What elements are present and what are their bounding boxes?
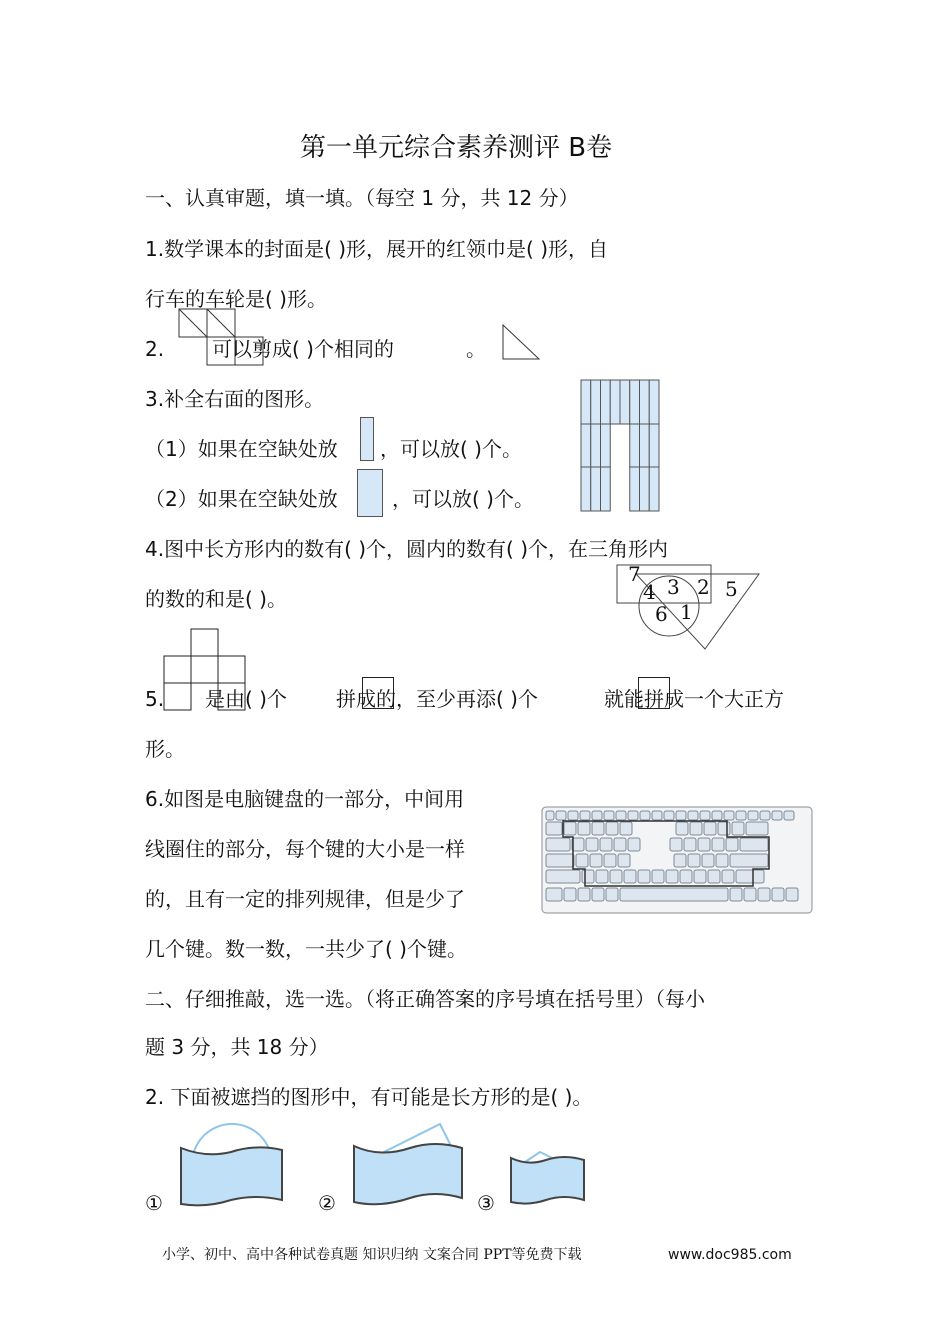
keyboard-key xyxy=(712,811,722,820)
footer-url[interactable]: www.doc985.com xyxy=(668,1247,792,1263)
q5-text-b: 拼成的，至少再添( )个 xyxy=(336,687,538,711)
keyboard-key xyxy=(640,811,650,820)
keyboard-key xyxy=(732,822,744,835)
keyboard-key xyxy=(628,811,638,820)
section1-heading: 一、认真审题，填一填。（每空 1 分，共 12 分） xyxy=(145,186,579,210)
keyboard-key xyxy=(546,854,574,867)
keyboard-key xyxy=(726,838,738,851)
q1-line1: 1.数学课本的封面是( )形，展开的红领巾是( )形，自 xyxy=(145,237,609,261)
keyboard-key xyxy=(564,888,576,901)
keyboard-key xyxy=(600,838,612,851)
keyboard-key xyxy=(564,822,576,835)
keyboard-key xyxy=(688,811,698,820)
keyboard-key xyxy=(772,888,784,901)
num-2: 2 xyxy=(697,575,710,599)
keyboard-key xyxy=(736,811,746,820)
num-7: 7 xyxy=(628,562,641,586)
q6-line2: 线圈住的部分，每个键的大小是一样 xyxy=(145,837,465,861)
keyboard-key xyxy=(604,854,616,867)
q2-end: 。 xyxy=(466,337,486,361)
bar-mid xyxy=(649,424,659,467)
bar-mid xyxy=(640,424,650,467)
keyboard-key xyxy=(700,811,710,820)
bar-grid-figure xyxy=(580,379,660,513)
keyboard-key xyxy=(746,822,768,835)
keyboard-key xyxy=(740,838,768,851)
bar-mid xyxy=(581,424,591,467)
q5-text-a: 是由( )个 xyxy=(205,687,287,711)
footer-text: 小学、初中、高中各种试卷真题 知识归纳 文案合同 PPT等免费下载 xyxy=(162,1247,582,1263)
keyboard-key xyxy=(592,888,604,901)
triangle-icon xyxy=(502,324,542,360)
num-6: 6 xyxy=(655,602,668,626)
bar-top xyxy=(640,380,650,424)
bar-bottom xyxy=(640,467,650,511)
keyboard-key xyxy=(606,888,618,901)
num-4: 4 xyxy=(643,580,656,604)
q6-line3: 的，且有一定的排列规律，但是少了 xyxy=(145,887,465,911)
keyboard-key xyxy=(724,811,734,820)
q3-sub2-a: （2）如果在空缺处放 xyxy=(145,487,338,511)
keyboard-key xyxy=(702,854,714,867)
keyboard-key xyxy=(590,854,602,867)
q5-number: 5. xyxy=(145,687,165,711)
bar-mid xyxy=(601,424,611,467)
num-5: 5 xyxy=(725,577,738,601)
keyboard-key xyxy=(718,822,730,835)
s2-q2-text: 2. 下面被遮挡的图形中，有可能是长方形的是( )。 xyxy=(145,1085,593,1109)
keyboard-key xyxy=(680,870,692,883)
bar-top xyxy=(591,380,601,424)
q5-text-c: 就能拼成一个大正方 xyxy=(604,687,784,711)
section2-heading-line1: 二、仔细推敲，选一选。（将正确答案的序号填在括号里）（每小 xyxy=(145,987,705,1011)
keyboard-key xyxy=(684,838,696,851)
keyboard-key xyxy=(578,822,590,835)
keyboard-key xyxy=(772,811,782,820)
q3-sub1-a: （1）如果在空缺处放 xyxy=(145,437,338,461)
q2-number: 2. xyxy=(145,337,165,361)
keyboard-key xyxy=(606,822,618,835)
q3-text: 3.补全右面的图形。 xyxy=(145,387,325,411)
keyboard-key xyxy=(546,822,562,835)
option-3-label: ③ xyxy=(477,1191,495,1215)
bar-bottom xyxy=(581,467,591,511)
keyboard-key xyxy=(592,811,602,820)
keyboard-key xyxy=(576,854,588,867)
keyboard-key xyxy=(586,838,598,851)
bar-bottom xyxy=(649,467,659,511)
keyboard-key xyxy=(624,870,636,883)
keyboard-key xyxy=(628,838,640,851)
q4-line2: 的数的和是( )。 xyxy=(145,587,287,611)
keyboard-key xyxy=(546,888,562,901)
keyboard-key xyxy=(568,811,578,820)
keyboard-key xyxy=(652,811,662,820)
bar-top xyxy=(601,380,611,424)
keyboard-key xyxy=(722,870,734,883)
num-1: 1 xyxy=(680,600,693,624)
keyboard-key xyxy=(674,854,686,867)
page-title: 第一单元综合素养测评 B卷 xyxy=(300,133,613,163)
bar-top xyxy=(649,380,659,424)
q3-sub2-b: ，可以放( )个。 xyxy=(392,487,534,511)
section2-heading-line2: 题 3 分，共 18 分） xyxy=(145,1035,329,1059)
q6-line4: 几个键。数一数，一共少了( )个键。 xyxy=(145,937,467,961)
bar-top xyxy=(620,380,630,424)
q1-line2: 行车的车轮是( )形。 xyxy=(145,287,327,311)
keyboard-key xyxy=(676,822,688,835)
keyboard-key xyxy=(676,811,686,820)
keyboard-key xyxy=(784,811,794,820)
keyboard-key xyxy=(604,811,614,820)
keyboard-key xyxy=(758,888,770,901)
keyboard-key xyxy=(652,870,664,883)
option-1-curtain-circle xyxy=(176,1124,286,1214)
keyboard-key xyxy=(610,870,622,883)
keyboard-key xyxy=(704,822,716,835)
bar-bottom xyxy=(591,467,601,511)
keyboard-key xyxy=(664,811,674,820)
keyboard-figure xyxy=(541,806,813,914)
keyboard-key xyxy=(582,870,594,883)
bar-mid xyxy=(630,424,640,467)
q6-line1: 6.如图是电脑键盘的一部分，中间用 xyxy=(145,787,465,811)
keyboard-key xyxy=(698,838,710,851)
keyboard-key xyxy=(620,822,632,835)
keyboard-key xyxy=(616,811,626,820)
bar-mid xyxy=(591,424,601,467)
q2-text: 可以剪成( )个相同的 xyxy=(212,337,394,361)
keyboard-key xyxy=(618,854,630,867)
keyboard-key xyxy=(580,811,590,820)
keyboard-key xyxy=(744,888,756,901)
keyboard-key xyxy=(748,811,758,820)
keyboard-key xyxy=(638,870,650,883)
keyboard-key xyxy=(786,888,798,901)
keyboard-key xyxy=(572,838,584,851)
option-2-curtain-parallelogram xyxy=(350,1118,470,1210)
keyboard-key xyxy=(690,822,702,835)
q3-sub1-b: ，可以放( )个。 xyxy=(380,437,522,461)
num-3: 3 xyxy=(667,575,680,599)
bar-bottom xyxy=(630,467,640,511)
keyboard-key xyxy=(666,870,678,883)
keyboard-key xyxy=(546,838,570,851)
keyboard-key xyxy=(546,870,580,883)
keyboard-key xyxy=(620,888,728,901)
keyboard-key xyxy=(556,811,566,820)
option-3-curtain-shape xyxy=(508,1148,588,1208)
bar-top xyxy=(610,380,620,424)
wide-bar-piece xyxy=(357,469,383,517)
q5-line2: 形。 xyxy=(145,737,185,761)
option-2-label: ② xyxy=(318,1191,336,1215)
keyboard-key xyxy=(688,854,700,867)
keyboard-key xyxy=(592,822,604,835)
keyboard-key xyxy=(712,838,724,851)
bar-top xyxy=(581,380,591,424)
keyboard-key xyxy=(736,870,764,883)
bar-bottom xyxy=(601,467,611,511)
thin-bar-piece xyxy=(360,417,374,461)
option-1-label: ① xyxy=(145,1191,163,1215)
keyboard-key xyxy=(760,811,770,820)
keyboard-key xyxy=(730,888,742,901)
keyboard-key xyxy=(670,838,682,851)
keyboard-key xyxy=(694,870,706,883)
q4-line1: 4.图中长方形内的数有( )个，圆内的数有( )个，在三角形内 xyxy=(145,537,669,561)
keyboard-key xyxy=(708,870,720,883)
keyboard-key xyxy=(578,888,590,901)
bar-top xyxy=(630,380,640,424)
keyboard-key xyxy=(716,854,728,867)
keyboard-key xyxy=(730,854,768,867)
keyboard-key xyxy=(546,811,554,820)
keyboard-key xyxy=(614,838,626,851)
keyboard-key xyxy=(596,870,608,883)
